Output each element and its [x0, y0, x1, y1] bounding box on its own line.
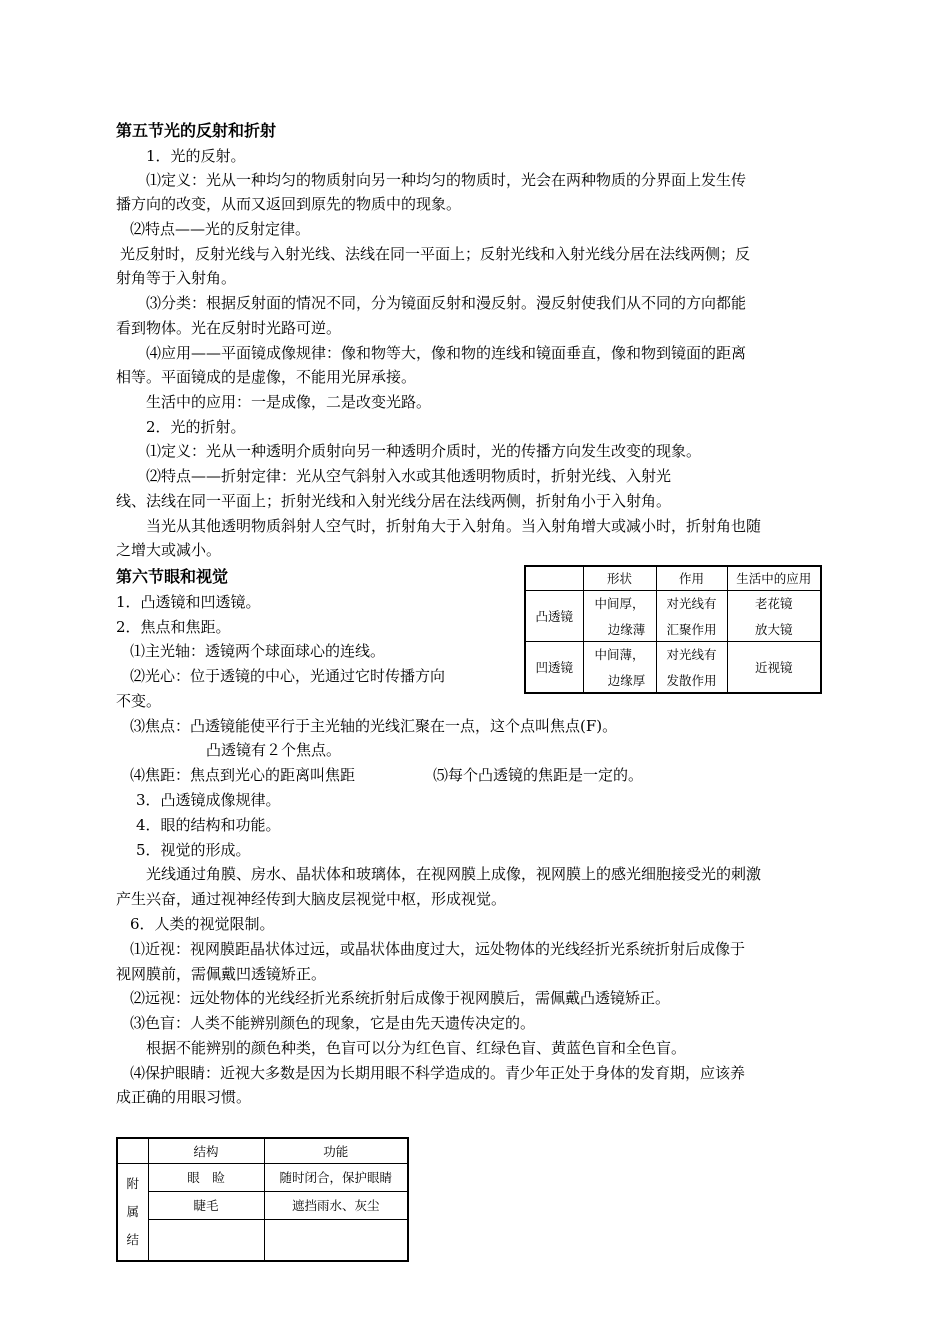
text-line: ⑵光心：位于透镜的中心，光通过它时传播方向 — [130, 667, 446, 685]
table-header — [117, 1138, 148, 1163]
table-row — [117, 1219, 408, 1261]
table-cell — [264, 1219, 408, 1261]
text-line: 光线通过角膜、房水、晶状体和玻璃体，在视网膜上成像，视网膜上的感光细胞接受光的刺激 — [146, 865, 762, 883]
text-line: 产生兴奋，通过视神经传到大脑皮层视觉中枢，形成视觉。 — [116, 890, 507, 908]
cell-line: 发散作用 — [666, 672, 717, 688]
table-cell: 近视镜 — [727, 641, 821, 693]
text-line: 4．眼的结构和功能。 — [136, 816, 281, 834]
text-line: 1．光的反射。 — [146, 147, 246, 165]
text-line: ⑵远视：远处物体的光线经折光系统折射后成像于视网膜后，需佩戴凸透镜矫正。 — [130, 989, 671, 1007]
text-line: ⑵特点——光的反射定律。 — [130, 220, 311, 238]
group-label-char: 结 — [126, 1231, 139, 1247]
text-line: ⑴主光轴：透镜两个球面球心的连线。 — [130, 642, 386, 660]
table-cell: 睫毛 — [148, 1191, 264, 1219]
cell-line: 对光线有 — [666, 595, 717, 611]
section5-title: 第五节光的反射和折射 — [116, 121, 277, 140]
eye-table — [116, 1137, 409, 1262]
group-label-char: 属 — [126, 1203, 139, 1219]
table-row — [525, 641, 821, 693]
text-line: 6．人类的视觉限制。 — [130, 915, 275, 933]
table-header: 作用 — [656, 566, 727, 590]
text-line: 当光从其他透明物质斜射人空气时，折射角大于入射角。当入射角增大或减小时，折射角也随 — [146, 517, 762, 535]
section6-title: 第六节眼和视觉 — [116, 567, 229, 586]
table-cell — [656, 641, 727, 693]
table-cell: 随时闭合，保护眼睛 — [264, 1163, 408, 1191]
text-line: ⑶分类：根据反射面的情况不同，分为镜面反射和漫反射。漫反射使我们从不同的方向都能 — [146, 294, 747, 312]
table-cell: 眼 睑 — [148, 1163, 264, 1191]
table-cell — [583, 641, 656, 693]
table-header: 结构 — [148, 1138, 264, 1163]
text-line: ⑸每个凸透镜的焦距是一定的。 — [433, 766, 644, 784]
text-line: 不变。 — [116, 692, 162, 710]
table-cell: 遮挡雨水、灰尘 — [264, 1191, 408, 1219]
text-line: 射角等于入射角。 — [116, 269, 237, 287]
group-label-cell — [117, 1163, 148, 1261]
text-line: 相等。平面镜成的是虚像，不能用光屏承接。 — [116, 368, 417, 386]
text-line: ⑴定义：光从一种均匀的物质射向另一种均匀的物质时，光会在两种物质的分界面上发生传 — [146, 171, 747, 189]
cell-line: 老花镜 — [754, 595, 793, 611]
group-label-char: 附 — [126, 1175, 139, 1191]
text-line: 2．光的折射。 — [146, 418, 246, 436]
text-line: 5．视觉的形成。 — [136, 841, 251, 859]
table-row — [525, 590, 821, 641]
text-line: 生活中的应用：一是成像，二是改变光路。 — [146, 393, 432, 411]
table-cell — [583, 590, 656, 641]
table-header: 形状 — [583, 566, 656, 590]
table-cell: 凸透镜 — [525, 590, 583, 641]
text-line: 成正确的用眼习惯。 — [116, 1088, 252, 1106]
lens-table — [524, 565, 822, 694]
table-cell — [148, 1219, 264, 1261]
table-row — [525, 566, 821, 590]
table-row — [117, 1138, 408, 1163]
table-header: 生活中的应用 — [727, 566, 821, 590]
text-line: 视网膜前，需佩戴凹透镜矫正。 — [116, 965, 327, 983]
text-line: ⑷保护眼睛：近视大多数是因为长期用眼不科学造成的。青少年正处于身体的发育期，应该养 — [130, 1064, 746, 1082]
cell-line: 中间厚， — [594, 595, 645, 611]
table-row — [117, 1163, 408, 1191]
text-line: 看到物体。光在反射时光路可逆。 — [116, 319, 342, 337]
table-cell — [727, 590, 821, 641]
text-line: 根据不能辨别的颜色种类，色盲可以分为红色盲、红绿色盲、黄蓝色盲和全色盲。 — [146, 1039, 687, 1057]
cell-line: 中间薄， — [594, 646, 645, 662]
text-line: ⑵特点——折射定律：光从空气斜射入水或其他透明物质时，折射光线、入射光 — [146, 467, 672, 485]
text-line: 之增大或减小。 — [116, 541, 222, 559]
table-cell — [656, 590, 727, 641]
text-line: ⑷焦距：焦点到光心的距离叫焦距 — [130, 766, 356, 784]
text-line: 光反射时，反射光线与入射光线、法线在同一平面上；反射光线和入射光线分居在法线两侧；反 — [120, 245, 751, 263]
text-line: 线、法线在同一平面上；折射光线和入射光线分居在法线两侧，折射角小于入射角。 — [116, 492, 672, 510]
cell-line: 对光线有 — [666, 646, 717, 662]
table-row — [117, 1191, 408, 1219]
text-line: ⑴近视：视网膜距晶状体过远，或晶状体曲度过大，远处物体的光线经折光系统折射后成像于 — [130, 940, 746, 958]
cell-line: 边缘厚 — [607, 672, 646, 688]
table-header — [525, 566, 583, 590]
cell-line: 放大镜 — [754, 621, 793, 637]
text-line: 2．焦点和焦距。 — [116, 618, 231, 636]
text-line: ⑶色盲：人类不能辨别颜色的现象，它是由先天遗传决定的。 — [130, 1014, 536, 1032]
cell-line: 边缘薄 — [607, 621, 646, 637]
text-line: ⑴定义：光从一种透明介质射向另一种透明介质时，光的传播方向发生改变的现象。 — [146, 442, 702, 460]
table-cell: 凹透镜 — [525, 641, 583, 693]
text-line: ⑶焦点：凸透镜能使平行于主光轴的光线汇聚在一点，这个点叫焦点(F)。 — [130, 717, 618, 735]
cell-line: 汇聚作用 — [666, 621, 717, 637]
text-line: 凸透镜有２个焦点。 — [206, 741, 342, 759]
text-line: 1．凸透镜和凹透镜。 — [116, 593, 261, 611]
text-line: ⑷应用——平面镜成像规律：像和物等大，像和物的连线和镜面垂直，像和物到镜面的距离 — [146, 344, 747, 362]
text-line: 播方向的改变，从而又返回到原先的物质中的现象。 — [116, 195, 462, 213]
text-line: 3．凸透镜成像规律。 — [136, 791, 281, 809]
table-header: 功能 — [264, 1138, 408, 1163]
